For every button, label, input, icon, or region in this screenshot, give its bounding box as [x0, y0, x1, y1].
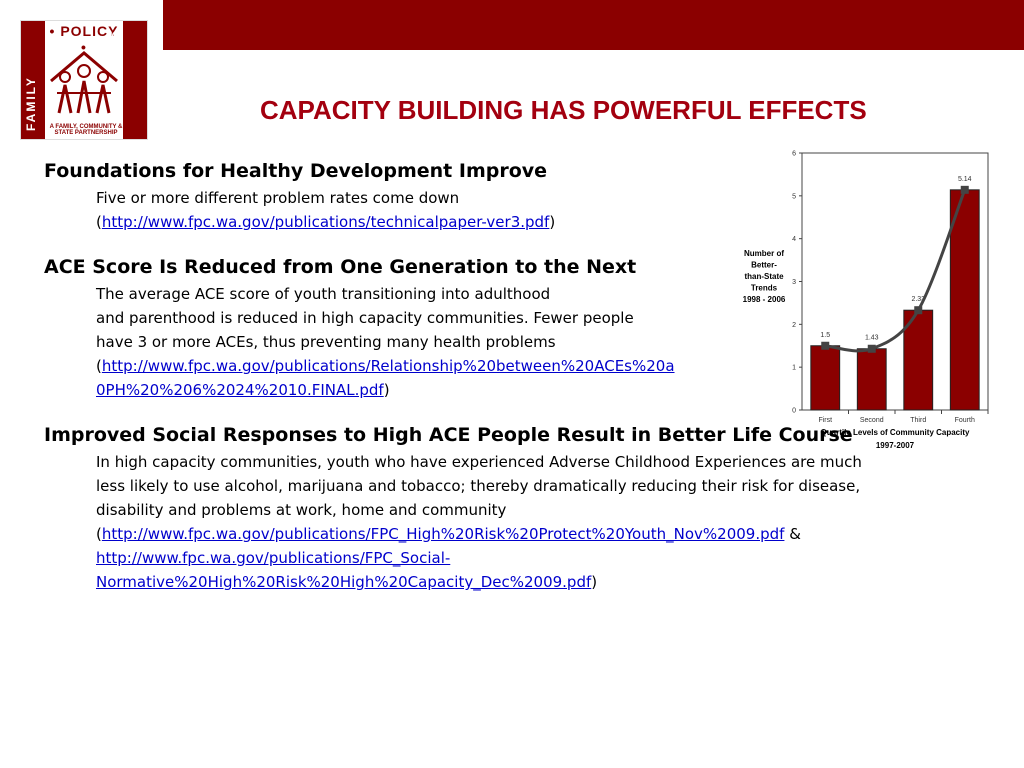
y-axis-label: Trends: [750, 283, 778, 293]
section-text: In high capacity communities, youth who have experienced Adverse Childhood Experiences are much: [96, 453, 862, 471]
slide-title: CAPACITY BUILDING HAS POWERFUL EFFECTS: [260, 95, 867, 125]
trend-marker: [821, 342, 829, 350]
section-text: Five or more different problem rates come down: [96, 189, 460, 207]
bar: [811, 346, 840, 410]
social-normative-link[interactable]: http://www.fpc.wa.gov/publications/FPC_Social-: [96, 549, 451, 567]
paren-close: ): [383, 381, 390, 399]
section-text: and parenthood is reduced in high capacity communities. Fewer people: [96, 309, 634, 327]
data-label: 5.14: [957, 175, 972, 183]
y-axis-label: 1998 - 2006: [742, 295, 786, 304]
paren-open: (: [96, 357, 102, 375]
top-banner: [163, 0, 1024, 50]
aces-relationship-link-cont[interactable]: 0PH%20%206%2024%2010.FINAL.pdf: [96, 381, 384, 399]
x-tick-label: First: [818, 417, 833, 424]
section-link-line: [96, 570, 984, 594]
y-tick-label: 2: [792, 321, 796, 329]
x-tick-label: Fourth: [954, 417, 975, 424]
y-axis-label: Number of: [744, 249, 784, 258]
high-risk-youth-link[interactable]: http://www.fpc.wa.gov/publications/FPC_High%20Risk%20Protect%20Youth_Nov%2009.pdf: [101, 525, 785, 543]
section-link-line: [96, 546, 984, 570]
x-axis-label: 1997-2007: [875, 441, 915, 450]
data-label: 2.33: [911, 296, 926, 304]
section-text: disability and problems at work, home and community: [96, 501, 507, 519]
bar: [857, 349, 886, 410]
x-tick-label: Third: [910, 417, 927, 424]
family-policy-council-logo: [20, 20, 148, 140]
paren-close: ): [549, 213, 556, 231]
y-tick-label: 4: [792, 236, 796, 244]
logo-tagline: A FAMILY, COMMUNITY & STATE PARTNERSHIP: [49, 124, 123, 136]
logo-right-band: [123, 21, 147, 139]
trend-marker: [868, 345, 876, 353]
aces-relationship-link[interactable]: http://www.fpc.wa.gov/publications/Relationship%20between%20ACEs%20a: [101, 357, 675, 375]
ampersand: &: [784, 525, 801, 543]
y-tick-label: 6: [792, 150, 796, 158]
y-tick-label: 1: [792, 364, 796, 372]
social-normative-link-cont[interactable]: Normative%20High%20Risk%20High%20Capacity_Dec%2009.pdf: [96, 573, 592, 591]
technical-paper-link[interactable]: http://www.fpc.wa.gov/publications/technicalpaper-ver3.pdf: [101, 213, 550, 231]
x-axis-label: Quartile Levels of Community Capacity: [820, 428, 970, 437]
y-tick-label: 3: [792, 279, 796, 286]
section-heading: Improved Social Responses to High ACE People Result in Better Life Course: [44, 424, 853, 446]
family-figures-icon: [47, 41, 121, 119]
logo-text-top: • POLICY •: [49, 23, 119, 55]
section-link-line: [96, 522, 984, 546]
section-heading: ACE Score Is Reduced from One Generation to the Next: [44, 256, 637, 278]
paren-close: ): [591, 573, 598, 591]
x-tick-label: Second: [859, 417, 884, 424]
y-tick-label: 0: [792, 407, 796, 415]
paren-open: (: [96, 525, 102, 543]
y-tick-label: 5: [792, 193, 796, 201]
capacity-trends-chart: [734, 148, 1004, 458]
logo-text-left: FAMILY: [24, 76, 38, 131]
section-text: The average ACE score of youth transitioning into adulthood: [96, 285, 551, 303]
trend-marker: [961, 186, 969, 194]
section-text: less likely to use alcohol, marijuana and tobacco; thereby dramatically reducing their risk for disease,: [96, 477, 861, 495]
logo-text-right: COUNCIL: [109, 31, 123, 100]
section-text: have 3 or more ACEs, thus preventing many health problems: [96, 333, 556, 351]
y-axis-label: than-State: [744, 272, 784, 281]
y-axis-label: Better-: [751, 260, 777, 270]
section-heading: Foundations for Healthy Development Improve: [44, 160, 548, 182]
trend-marker: [914, 306, 922, 314]
paren-open: (: [96, 213, 102, 231]
data-label: 1.43: [864, 334, 879, 342]
data-label: 1.5: [820, 331, 831, 339]
